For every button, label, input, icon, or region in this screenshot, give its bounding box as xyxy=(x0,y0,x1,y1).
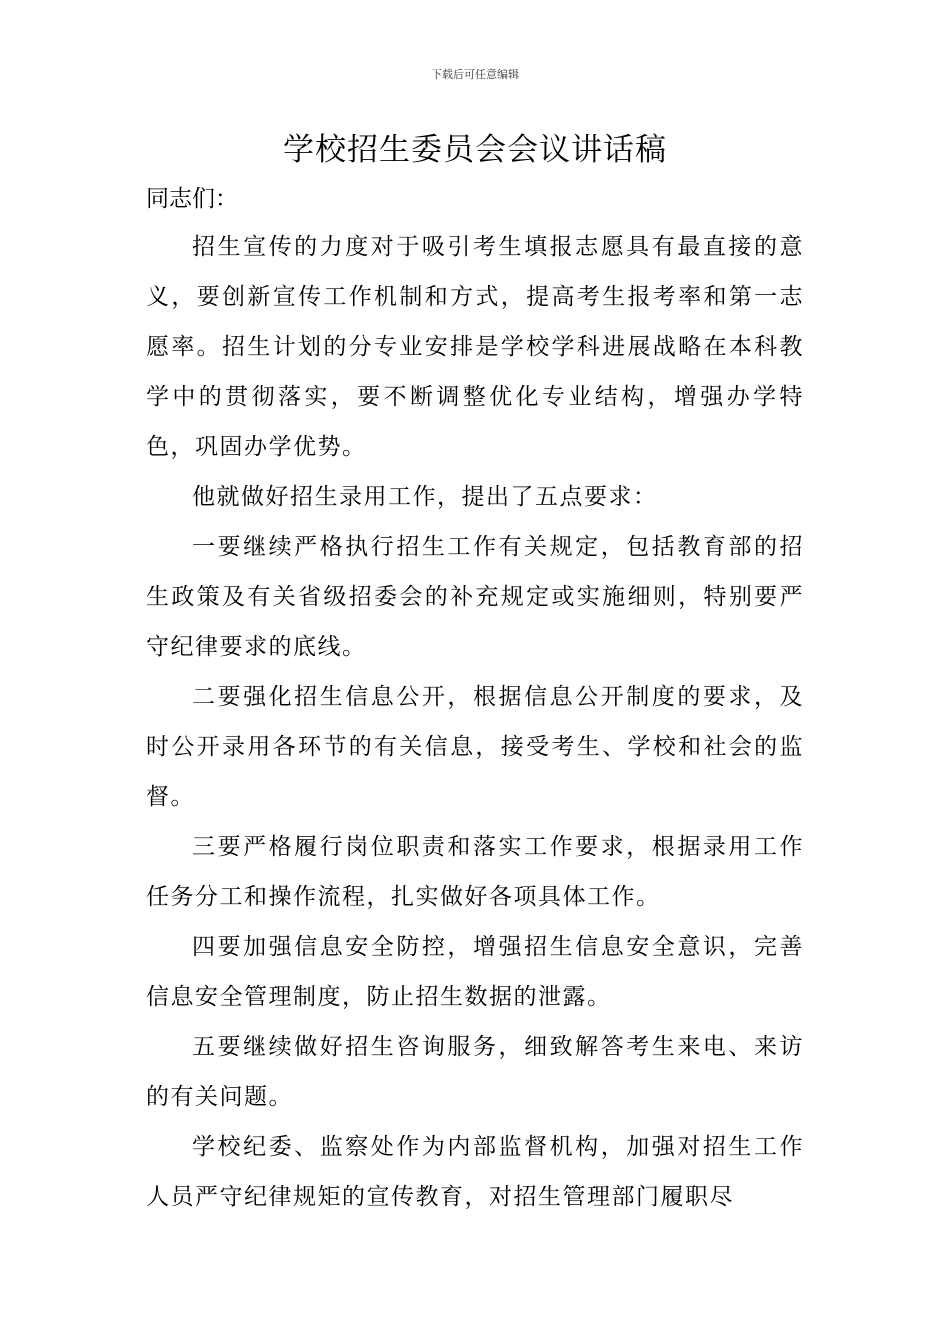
paragraph-4: 二要强化招生信息公开，根据信息公开制度的要求，及时公开录用各环节的有关信息，接受考生、学校和社会的监督。 xyxy=(146,684,804,810)
paragraph-7: 五要继续做好招生咨询服务，细致解答考生来电、来访的有关问题。 xyxy=(146,1034,804,1110)
salutation: 同志们： xyxy=(146,186,238,212)
document-title: 学校招生委员会会议讲话稿 xyxy=(283,132,667,168)
document-body xyxy=(146,222,804,1222)
paragraph-5: 三要严格履行岗位职责和落实工作要求，根据录用工作任务分工和操作流程，扎实做好各项具体工作。 xyxy=(146,834,804,910)
paragraph-8: 学校纪委、监察处作为内部监督机构，加强对招生工作人员严守纪律规矩的宣传教育，对招生管理部门履职尽 xyxy=(146,1134,804,1210)
header-note: 下载后可任意编辑 xyxy=(431,68,519,81)
paragraph-1: 招生宣传的力度对于吸引考生填报志愿具有最直接的意义，要创新宣传工作机制和方式，提高考生报考率和第一志愿率。招生计划的分专业安排是学校学科进展战略在本科教学中的贯彻落实，要不断调整优化专业结构，增强办学特色，巩固办学优势。 xyxy=(146,234,804,460)
paragraph-3: 一要继续严格执行招生工作有关规定，包括教育部的招生政策及有关省级招委会的补充规定或实施细则，特别要严守纪律要求的底线。 xyxy=(146,534,804,660)
paragraph-2: 他就做好招生录用工作，提出了五点要求： xyxy=(192,484,658,510)
paragraph-6: 四要加强信息安全防控，增强招生信息安全意识，完善信息安全管理制度，防止招生数据的泄露。 xyxy=(146,934,804,1010)
